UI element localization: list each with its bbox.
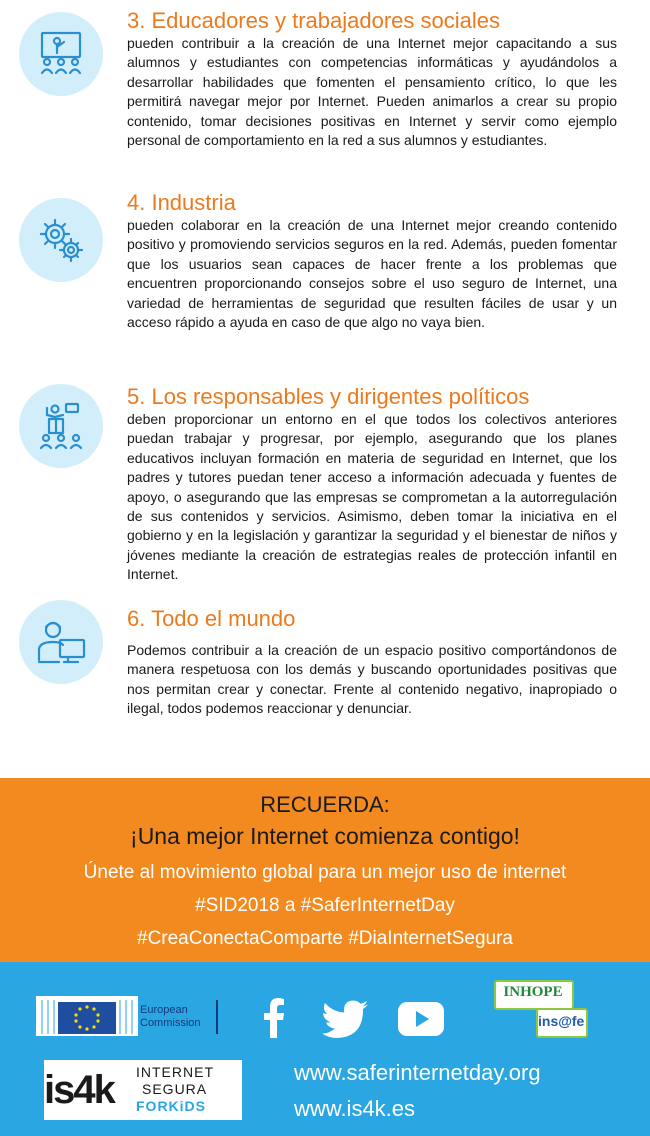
is4k-text-2: SEGURA — [142, 1081, 208, 1097]
banner-headline: ¡Una mejor Internet comienza contigo! — [130, 823, 520, 849]
section-title: 5. Los responsables y dirigentes políticos — [127, 384, 530, 409]
url-saferinternetday[interactable]: www.saferinternetday.org — [294, 1060, 541, 1085]
section-title: 3. Educadores y trabajadores sociales — [127, 8, 500, 33]
is4k-text-1: INTERNET — [136, 1064, 214, 1080]
section-body: deben proporcionar un entorno en el que todos los colectivos anteriores puedan trabajar y progresar, por ejemplo, asegurando que los planes educativos incluyan formación en materia de seguridad en Internet, que los padres y tutores puedan tener acceso a información adecuada y fuentes de apoyo, o asegurando que las empresas se comprometan a la autorregulación de sus contenidos y servicios. Asimismo, deben tomar la iniciativa en el gobierno y en la legislación y garantizar la seguridad y el bienestar de niños y jóvenes mediante la creación de estrategias reales de protección infantil en Internet. — [127, 411, 617, 583]
is4k-text-3: FORKiDS — [136, 1098, 206, 1114]
section-body: pueden contribuir a la creación de una Internet mejor capacitando a sus alumnos y estudiantes con competencias informáticas y ayudándolos a desarrollar habilidades que fomenten el pensamiento crítico, lo que les permitirá navegar mejor por Internet. Pueden animarlos a crear su propio contenido, tomar decisiones positivas en Internet y servir como ejemplo personal de comportamiento en la red a sus alumnos y estudiantes. — [127, 35, 617, 149]
banner-recuerda: RECUERDA: — [260, 792, 390, 817]
politician-podium-icon — [19, 384, 103, 468]
insafe-text: ins@fe — [538, 1013, 585, 1029]
youtube-icon[interactable] — [398, 1002, 444, 1036]
facebook-icon[interactable] — [260, 998, 286, 1038]
person-computer-icon — [19, 600, 103, 684]
is4k-brand: is4k — [44, 1068, 114, 1112]
gears-icon — [19, 198, 103, 282]
ec-building-icon — [36, 988, 138, 1038]
teacher-classroom-icon — [19, 12, 103, 96]
footer — [0, 962, 650, 1136]
banner-line1: Únete al movimiento global para un mejor uso de internet — [83, 862, 567, 883]
inhope-insafe-logo[interactable] — [494, 980, 586, 1038]
inhope-text: INHOPE — [503, 984, 563, 1000]
recuerda-banner — [0, 778, 650, 962]
section-title: 6. Todo el mundo — [127, 606, 296, 631]
banner-hashtags-1: #SID2018 a #SaferInternetDay — [195, 895, 455, 916]
is4k-logo[interactable] — [44, 1060, 242, 1120]
section-body: pueden colaborar en la creación de una Internet mejor creando contenido positivo y promoviendo servicios seguros en la red. Además, pueden fomentar que los usuarios sean capaces de hacer frente a los problemas que encuentren proporcionando consejos sobre el uso seguro de Internet, una variedad de herramientas de seguridad que resulten fáciles de usar y un acceso rápido a ayuda en caso de que algo no vaya bien. — [127, 217, 617, 331]
banner-hashtags-2: #CreaConectaComparte #DiaInternetSegura — [137, 928, 513, 949]
section-body: Podemos contribuir a la creación de un espacio positivo comportándonos de manera respetuosa con los demás y buscando oportunidades positivas que nos permitan crear y conectar. Frente al contenido negativo, inapropiado o ilegal, todos podemos reaccionar y denunciar. — [127, 642, 617, 717]
url-is4k[interactable]: www.is4k.es — [294, 1096, 416, 1121]
section-title: 4. Industria — [127, 190, 236, 215]
ec-text-2: Commission — [140, 1017, 201, 1029]
ec-text-1: European — [140, 1004, 188, 1016]
european-commission-logo[interactable] — [36, 988, 220, 1038]
twitter-icon[interactable] — [322, 1000, 368, 1038]
